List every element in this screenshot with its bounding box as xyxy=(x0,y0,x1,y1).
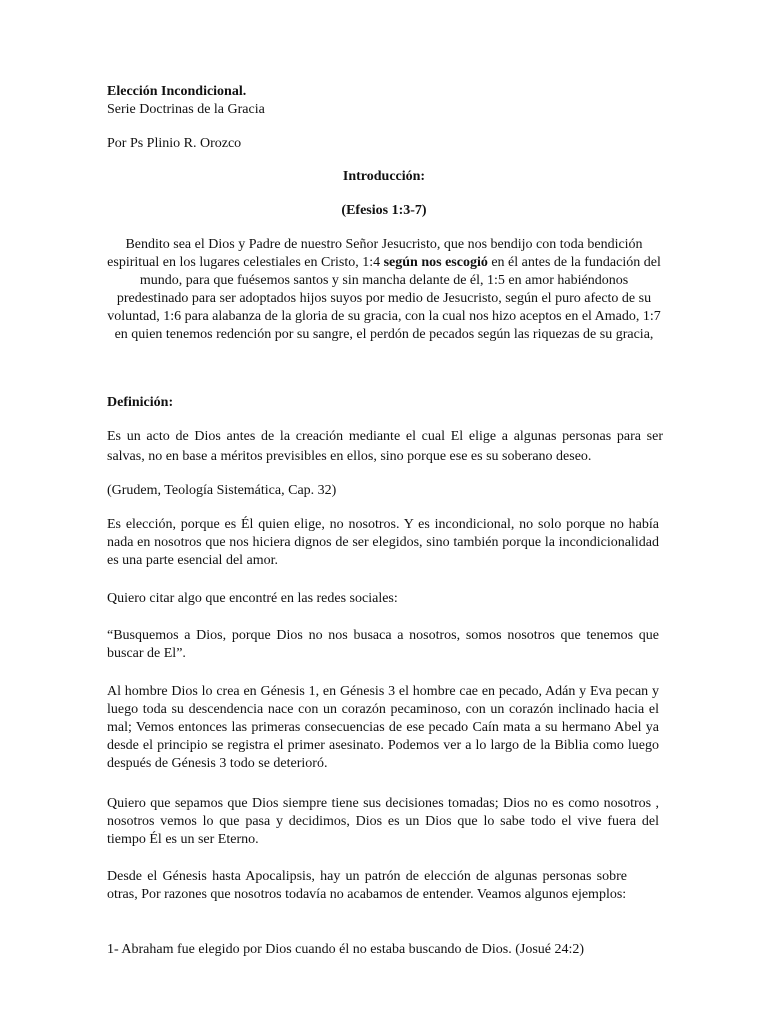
paragraph-quote: “Busquemos a Dios, porque Dios no nos busaca a nosotros, somos nosotros que tenemos que buscar de El”. xyxy=(107,628,659,661)
author-line: Por Ps Plinio R. Orozco xyxy=(107,136,242,151)
verse-text-end: en él antes de la fundación del mundo, para que fuésemos santos y sin mancha delante de él, 1:5 en amor habiéndonos predestinado para ser adoptados hijos suyos por medio de Jesucristo, según el puro afecto de su voluntad, 1:6 para alabanza de la gloria de su gracia, con la cual nos hizo aceptos en el Amado, 1:7 en quien tenemos redención por su sangre, el perdón de pecados según las riquezas de su gracia, xyxy=(107,255,661,342)
document-title: Elección Incondicional. xyxy=(107,84,247,99)
scripture-reference: (Efesios 1:3-7) xyxy=(341,203,427,218)
paragraph-genesis: Al hombre Dios lo crea en Génesis 1, en Génesis 3 el hombre cae en pecado, Adán y Eva pecan y luego toda su descendencia nace con un corazón pecaminoso, con un corazón inclinado hacia el mal; Vemos entonces las primeras consecuencias de ese pecado Caín mata a su hermano Abel ya desde el principio se registra el primer asesinato. Podemos ver a lo largo de la Biblia como luego después de Génesis 3 todo se deterioró. xyxy=(107,684,659,771)
paragraph-pattern: Desde el Génesis hasta Apocalipsis, hay un patrón de elección de algunas personas sobre otras, Por razones que nosotros todavía no acabamos de entender. Veamos algunos ejemplos: xyxy=(107,869,627,902)
definition-citation: (Grudem, Teología Sistemática, Cap. 32) xyxy=(107,483,337,498)
series-subtitle: Serie Doctrinas de la Gracia xyxy=(107,102,265,117)
paragraph-decisions: Quiero que sepamos que Dios siempre tiene sus decisiones tomadas; Dios no es como nosotros , nosotros vemos lo que pasa y decidimos, Dios es un Dios que lo sabe todo el vive fuera del tiempo Él es un ser Eterno. xyxy=(107,796,659,847)
paragraph-quote-intro: Quiero citar algo que encontré en las redes sociales: xyxy=(107,591,398,606)
definition-text: Es un acto de Dios antes de la creación mediante el cual El elige a algunas personas para ser salvas, no en base a méritos previsibles en ellos, sino porque ese es su soberano deseo. xyxy=(107,429,663,464)
definition-heading: Definición: xyxy=(107,395,174,410)
scripture-passage xyxy=(104,236,664,344)
paragraph-election: Es elección, porque es Él quien elige, no nosotros. Y es incondicional, no solo porque no había nada en nosotros que nos hiciera dignos de ser elegidos, sino también porque la incondicionalidad es una parte esencial del amor. xyxy=(107,517,659,568)
intro-heading: Introducción: xyxy=(342,169,426,184)
list-item-abraham: 1- Abraham fue elegido por Dios cuando él no estaba buscando de Dios. (Josué 24:2) xyxy=(107,942,585,957)
verse-text-start: Bendito sea el Dios y Padre de nuestro Señor Jesucristo, que nos bendijo con toda bendición espiritual en los lugares celestiales en Cristo, 1:4 xyxy=(107,237,643,270)
verse-emphasis: según nos escogió xyxy=(383,255,488,270)
